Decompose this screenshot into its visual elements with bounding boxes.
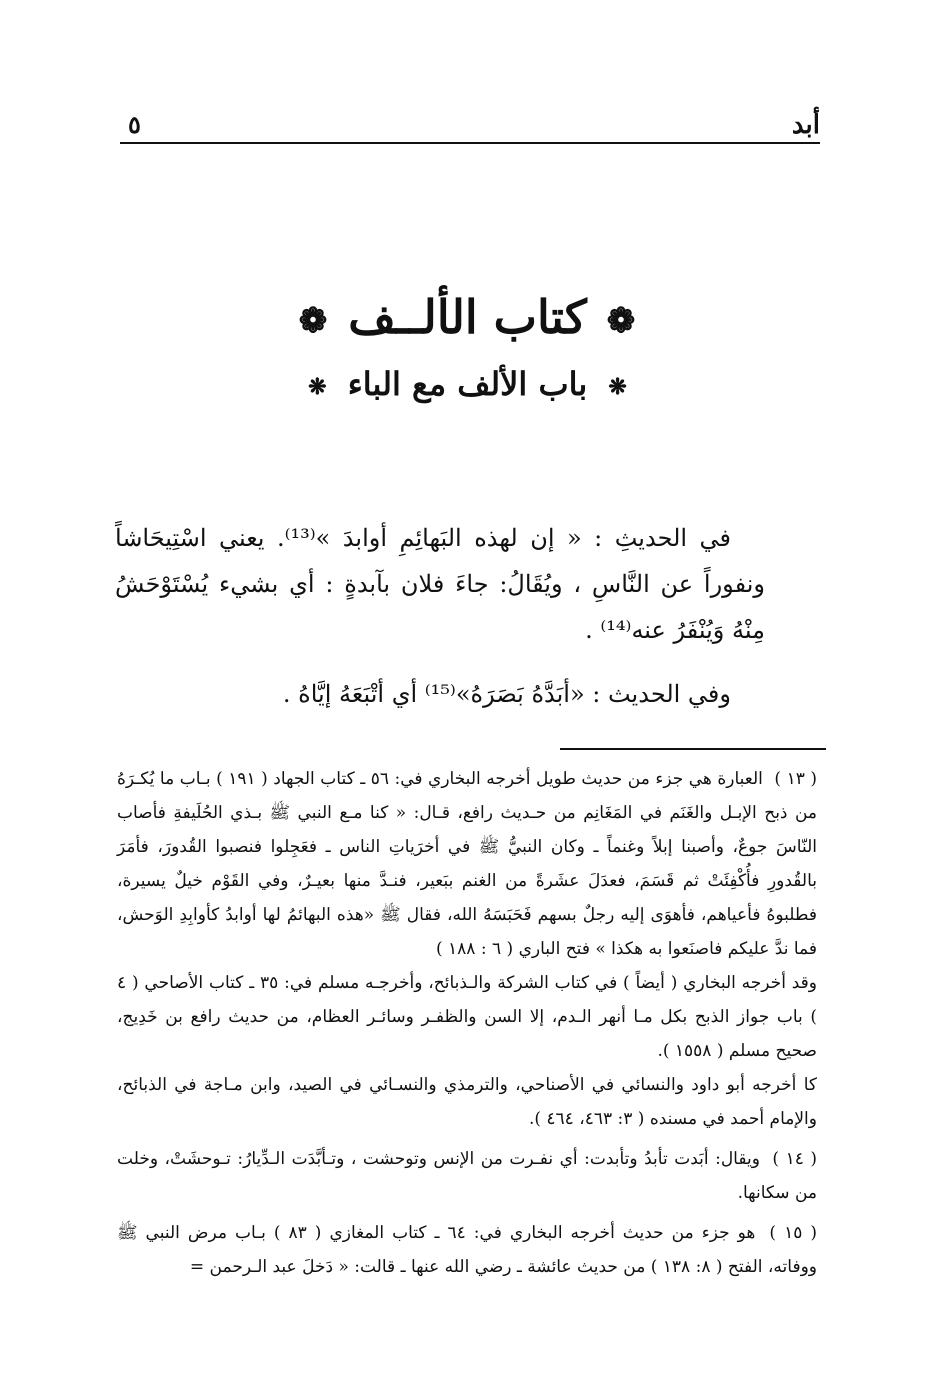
footnote-text: ويقال: أبَدت تأبدُ وتأبدت: أي نفـرت من الإنس وتوحشت ، وتـأبَّدَت الـدِّيارُ: تـوحشَتْ، وخلت من سكانها. [117,1149,817,1203]
footnote-text: العبارة هي جزء من حديث طويل أخرجه البخاري في: ٥٦ ـ كتاب الجهاد ( ١٩١ ) بـاب ما يُكـرَهُ من ذبح الإبـل والغَنَم في المَغَانِم من حـديث رافع، قـال: « كنا مـع النبي ﷺ بـذي الحُلَيفةِ فأصاب النّاسَ جوعٌ، وأصبنا إبلاً وغنماً ـ وكان النبيُّ ﷺ في أخرَياتِ الناس ـ فعَجِلوا فنصبوا القُدورَ، فأمَرَ بالقُدورِ فأُكْفِئَتْ ثم قَسَمَ، فعدَلَ عشَرةً من الغنم ببَعير، فنـدَّ منها بعيـرٌ، وفي القَوْم خيلٌ يسيرة، فطلبوهُ فأعياهم، فأهوَى إليه رجلٌ بسهم فَحَبَسَهُ الله، فقال ﷺ «هذه البهائمُ لها أوابدُ كأوابِدِ الوَحش، فما ندَّ عليكم فاصنَعوا به هكذا » فتح الباري ( ٦ : ١٨٨ ) [117,769,817,959]
footnote-number: ( ١٣ ) [774,769,817,789]
footnote [117,1216,817,1284]
footnote [117,762,817,1136]
footnotes [117,762,817,1290]
footnote-number: ( ١٤ ) [772,1149,817,1169]
page-header [120,102,820,144]
footnote-number: ( ١٥ ) [769,1223,817,1243]
ornament-icon: ❁ [298,301,329,341]
footnote-continuation: كا أخرجه أبو داود والنسائي في الأصناحي، والترمذي والنسـائي في الصيد، وابن مـاجة في الذبائح، والإمام أحمد في مسنده ( ٣: ٤٦٣، ٤٦٤ ). [117,1075,817,1129]
footnote-continuation: وقد أخرجه البخاري ( أيضاً ) في كتاب الشركة والـذبائح، وأخرجـه مسلم في: ٣٥ ـ كتاب الأصاحي ( ٤ ) باب جواز الذبح بكل مـا أنهر الـدم، إلا السن والظفـر وسائـر العظام، من حديث رافع بن خَدِيج، صحيح مسلم ( ١٥٥٨ ). [117,973,818,1061]
chapter-title [0,365,935,403]
main-text [115,515,765,735]
running-head: أبد [791,110,820,140]
footnote [117,1142,817,1210]
page-number: ٥ [128,110,141,139]
star-icon: ❋ [608,373,627,400]
paragraph: وفي الحديث : «أبَدَّهُ بَصَرَهُ»⁽¹⁵⁾ أي أتْبَعَهُ إيَّاهُ . [282,680,731,708]
star-icon: ❋ [308,373,327,400]
footnote-separator [560,748,826,750]
paragraph: في الحديثِ : « إن لهذه البَهائِمِ أوابدَ »⁽¹³⁾. يعني اسْتِيحَاشاً ونفوراً عن النَّاسِ ، ويُقَالُ: جاءَ فلان بآبدةٍ : أي بشيء يُسْتَوْحَشُ مِنْهُ وَيُنْفَرُ عنه⁽¹⁴⁾ . [115,524,765,644]
book-title-text: كتاب الألــف [348,290,587,344]
chapter-title-text: باب الألف مع الباء [347,365,588,403]
ornament-icon: ❁ [606,301,637,341]
book-title [0,290,935,344]
footnote-text: هو جزء من حديث أخرجه البخاري في: ٦٤ ـ كتاب المغازي ( ٨٣ ) بـاب مرض النبي ﷺ ووفاته، الفتح ( ٨: ١٣٨ ) من حديث عائشة ـ رضي الله عنها ـ قالت: « دَخلَ عبد الـرحمن = [117,1223,817,1277]
